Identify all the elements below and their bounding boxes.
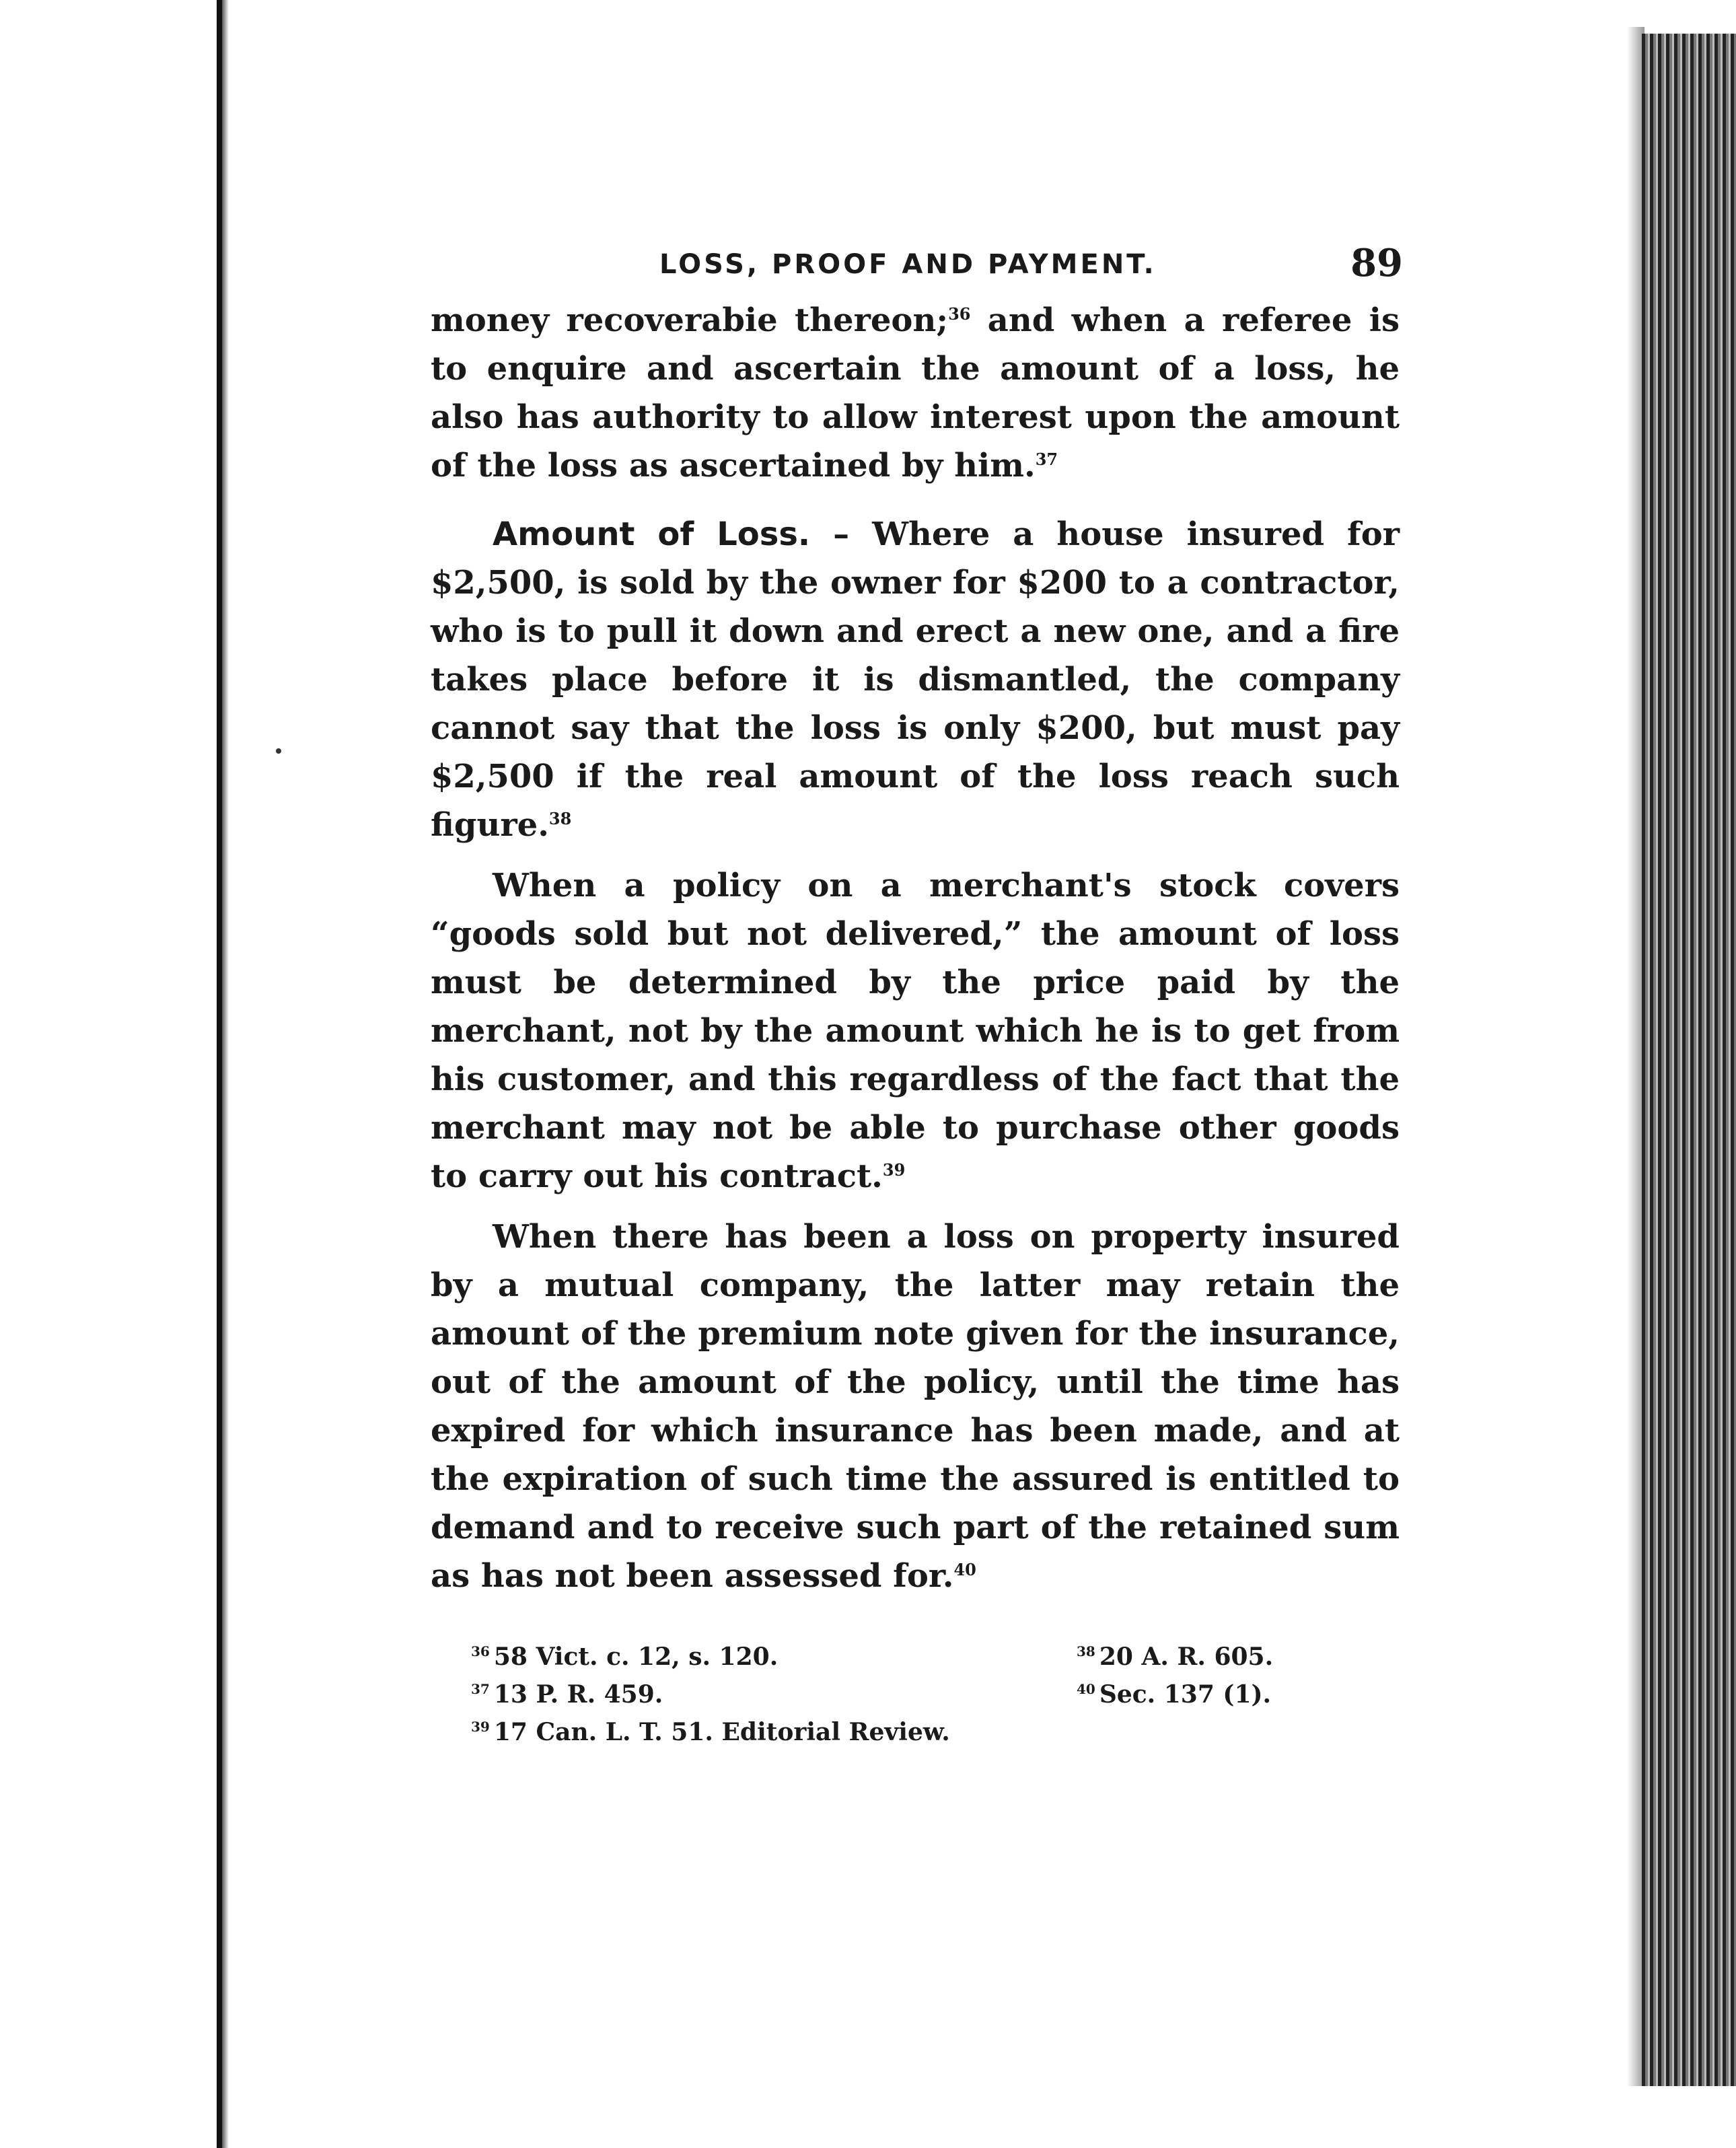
page-number: 89 [1350,241,1403,285]
paragraph-text: and when a referee is to enquire and ascertain the amount of a loss, he also has authority to allow interest upon the amount of the loss as ascertained by him. [431,301,1400,485]
footnote-ref: 40 [953,1560,976,1579]
footnote [471,1638,778,1676]
paragraph-mutual-company [431,1213,1400,1600]
paragraph-text: When there has been a loss on property insured by a mutual company, the latter may retain the amount of the premium note given for the insurance, out of the amount of the policy, until the time has expired for which insurance has been made, and at the expiration of such time the assured is entitled to demand and to receive such part of the retained sum as has not been assessed for. [431,1218,1400,1595]
footnote-text: 13 P. R. 459. [493,1680,663,1709]
paragraph-continuation [431,296,1400,490]
previous-page-edge [0,0,222,2148]
paragraph-merchant-stock [431,861,1400,1201]
footnote-marker: 39 [471,1719,490,1735]
footnote-ref: 39 [882,1160,906,1180]
section-heading: Amount of Loss. [493,515,811,553]
footnote [471,1713,950,1751]
footnote [1077,1676,1271,1713]
gutter-shadow [222,0,229,2148]
paragraph-text: money recoverabie thereon; [431,301,949,339]
book-fore-edge [1642,34,1736,2086]
footnote [1077,1638,1273,1676]
footnote-ref: 37 [1035,450,1058,469]
footnote-marker: 37 [471,1681,490,1697]
running-head [431,241,1403,296]
footnote-marker: 36 [471,1643,490,1659]
footnote-ref: 36 [948,304,971,324]
scan-speck [276,748,281,754]
paragraph-text: When a policy on a merchant's stock covers “goods sold but not delivered,” the amount of loss must be determined by the price paid by the merchant, not by the amount which he is to get from his customer, and this regardless of the fact that the merchant may not be able to purchase other goods to carry out his contract. [431,867,1400,1195]
footnotes [431,1638,1400,1759]
footnote-text: 58 Vict. c. 12, s. 120. [493,1643,779,1671]
footnote-marker: 40 [1077,1681,1095,1697]
paragraph-amount-of-loss [431,510,1400,849]
footnote-text: 20 A. R. 605. [1099,1643,1274,1671]
footnote-ref: 38 [548,809,572,828]
footnote-text: Sec. 137 (1). [1099,1680,1272,1709]
footnote [471,1676,663,1713]
footnote-text: 17 Can. L. T. 51. Editorial Review. [493,1718,950,1746]
paragraph-text: – Where a house insured for $2,500, is sold by the owner for $200 to a contractor, who is to pull it down and erect a new one, and a fire takes place before it is dismantled, the company cannot say that the loss is only $200, but must pay $2,500 if the real amount of the loss reach such figure. [431,515,1400,844]
footnote-marker: 38 [1077,1643,1095,1659]
book-page [431,241,1403,1759]
running-head-title: LOSS, PROOF AND PAYMENT. [659,249,1157,280]
